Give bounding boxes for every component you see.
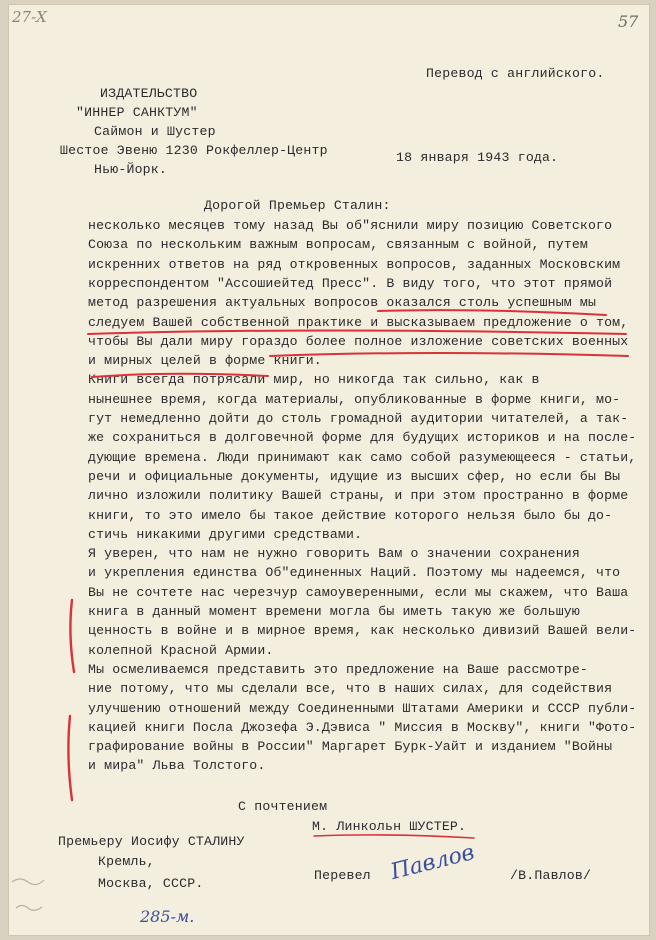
sender-line: Саймон и Шустер (94, 124, 216, 139)
sender-line: ИЗДАТЕЛЬСТВО (100, 86, 198, 101)
underline-mark (270, 353, 628, 356)
sender-line: "ИННЕР САНКТУМ" (76, 105, 198, 120)
sender-line: Шестое Эвеню 1230 Рокфеллер-Центр (60, 143, 328, 158)
underline-mark (378, 310, 606, 315)
body-line: книга в данный момент времени могла бы иметь такую же большую (88, 604, 580, 619)
translator-handwritten-signature: Павлов (388, 840, 477, 885)
margin-mark (70, 600, 74, 672)
closing: С почтением (238, 799, 328, 814)
body-line: и мирных целей в форме книги. (88, 353, 322, 369)
body-line: колепной Красной Армии. (88, 642, 274, 658)
margin-mark (68, 716, 72, 800)
translator-label: Перевел (314, 868, 371, 883)
body-line: и укрепления единства Об"единенных Наций. Поэтому мы надеемся, что (88, 565, 621, 581)
body-line: чтобы Вы дали миру гораздо более полное изложение советских военных (88, 333, 629, 349)
signature-underline-mark (314, 835, 474, 838)
body-line: графирование войны в России" Маргарет Бурк-Уайт и изданием "Войны (88, 739, 613, 755)
body-line: и мира" Льва Толстого. (88, 758, 266, 774)
body-line: улучшению отношений между Соединенными Штатами Америки и СССР публи- (88, 700, 637, 716)
body-line: Я уверен, что нам не нужно говорить Вам о значении сохранения (88, 546, 580, 562)
page-number: 57 (618, 12, 639, 31)
body-line: же сохраниться в долговечной форме для будущих историков и на после- (88, 430, 637, 446)
pencil-scribble (16, 906, 42, 911)
body-line: Вы не сочтете нас черезчур самоуверенными, если мы скажем, что Ваша (88, 584, 629, 600)
body-line: кацией книги Посла Джозефа Э.Дэвиса " Миссия в Москву", книги "Фото- (88, 719, 637, 735)
body-line: дующие времена. Люди принимают как само собой разумеющееся - статьи, (88, 449, 637, 465)
body-line: нынешнее время, когда материалы, опубликованные в форме книги, мо- (88, 391, 621, 407)
recipient-line: Премьеру Иосифу СТАЛИНУ (58, 834, 245, 849)
underline-mark (88, 331, 626, 335)
translation-note: Перевод с английского. (426, 66, 605, 81)
pencil-scribble (12, 879, 44, 885)
body-line: стичь никакими другими средствами. (88, 526, 363, 542)
archive-number-note: 285-м. (140, 907, 195, 926)
recipient-line: Москва, СССР. (98, 876, 204, 891)
body-line: метод разрешения актуальных вопросов оказался столь успешным мы (88, 295, 597, 311)
body-line: корреспондентом "Ассошиейтед Пресс". В виду того, что этот прямой (88, 275, 613, 291)
body-line: Мы осмеливаемся представить это предложение на Ваше рассмотре- (88, 661, 588, 677)
underline-mark (92, 374, 268, 377)
sender-line: Нью-Йорк. (94, 162, 168, 177)
body-line: лично изложили политику Вашей страны, и при этом пространно в форме (88, 488, 629, 504)
body-line: гут немедленно дойти до столь громадной аудитории читателей, а так- (88, 411, 629, 426)
body-line: книги, то это имело бы такое действие которого нельзя было бы до- (88, 507, 613, 523)
red-pencil-markings (8, 4, 650, 936)
body-line: Союза по нескольким важным вопросам, связанным с войной, путем (88, 237, 588, 253)
recipient-line: Кремль, (98, 854, 155, 869)
body-line: несколько месяцев тому назад Вы об"яснили миру позицию Советского (88, 218, 613, 233)
letter-date: 18 января 1943 года. (396, 150, 559, 165)
body-line: ценность в войне и в мирное время, как несколько дивизий Вашей вели- (88, 623, 637, 639)
salutation: Дорогой Премьер Сталин: (204, 198, 391, 213)
signature: М. Линкольн ШУСТЕР. (312, 819, 467, 834)
body-line: искренних ответов на ряд откровенных вопросов, заданных Московским (88, 256, 621, 272)
body-line: Книги всегда потрясали мир, но никогда так сильно, как в (88, 372, 540, 388)
archive-note-top-left: 27-Х (12, 8, 47, 26)
translator-name: /В.Павлов/ (510, 868, 592, 883)
body-line: ние потому, что мы сделали все, что в наших силах, для содействия (88, 681, 613, 697)
body-line: речи и официальные документы, идущие из высших сфер, но если бы Вы (88, 468, 621, 484)
document-page (8, 4, 650, 936)
body-line: следуем Вашей собственной практике и высказываем предложение о том, (88, 314, 629, 330)
